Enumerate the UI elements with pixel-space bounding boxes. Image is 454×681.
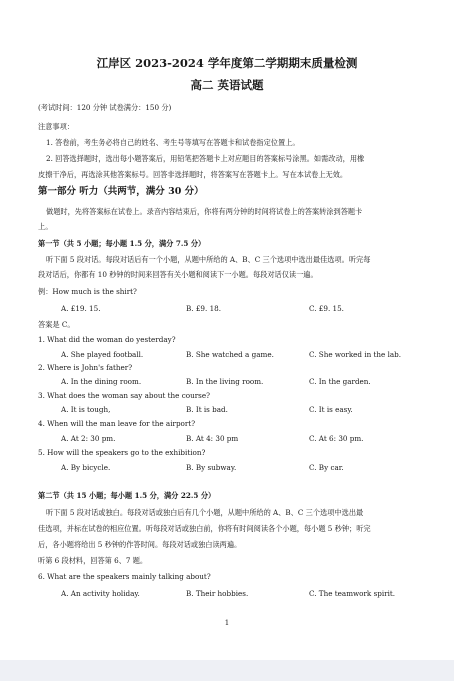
question-5: 5. How will the speakers go to the exhibition? — [38, 448, 206, 457]
question-2-option-b: B. In the living room. — [186, 377, 264, 386]
section2-intro-line-2: 佳选项，并标在试卷的相应位置。听每段对话或独白前，你将有时间阅读各个小题，每小题 5 秒钟；听完 — [38, 524, 371, 533]
question-6: 6. What are the speakers mainly talking about? — [38, 572, 211, 581]
question-1-option-c: C. She worked in the lab. — [309, 350, 402, 359]
question-3-option-a: A. It is tough, — [61, 405, 111, 414]
section2-heading: 第二节（共 15 小题；每小题 1.5 分，满分 22.5 分） — [38, 491, 216, 500]
question-6-option-b: B. Their hobbies. — [186, 589, 249, 598]
part1-heading: 第一部分 听力（共两节，满分 30 分） — [38, 186, 204, 197]
question-1-option-b: B. She watched a game. — [186, 350, 274, 359]
question-1: 1. What did the woman do yesterday? — [38, 335, 176, 344]
section2-intro-line-1: 听下面 5 段对话或独白。每段对话或独白后有几个小题，从题中所给的 A、B、C 三个选项中选出最 — [46, 508, 364, 517]
question-1-option-a: A. She played football. — [61, 350, 144, 359]
example-question: 例：How much is the shirt? — [38, 287, 137, 296]
question-4-option-a: A. At 2: 30 pm. — [61, 434, 116, 443]
question-3: 3. What does the woman say about the course? — [38, 391, 210, 400]
section1-heading: 第一节（共 5 小题；每小题 1.5 分，满分 7.5 分） — [38, 239, 206, 248]
exam-info: (考试时间：120 分钟 试卷满分：150 分) — [38, 103, 172, 112]
question-5-option-b: B. By subway. — [186, 463, 237, 472]
question-3-option-c: C. It is easy. — [309, 405, 353, 414]
question-4: 4. When will the man leave for the airport? — [38, 419, 196, 428]
question-3-option-b: B. It is bad. — [186, 405, 228, 414]
viewer-bottom-area — [0, 660, 454, 681]
exam-subtitle: 高二 英语试题 — [190, 78, 264, 92]
question-2: 2. Where is John's father? — [38, 363, 133, 372]
notes-item-1: 1. 答卷前，考生务必将自己的姓名、考生号等填写在答题卡和试卷指定位置上。 — [46, 138, 300, 147]
question-2-option-c: C. In the garden. — [309, 377, 371, 386]
section2-intro-line-3: 后，各小题将给出 5 秒钟的作答时间。每段对话或独白读两遍。 — [38, 540, 242, 549]
question-2-option-a: A. In the dining room. — [61, 377, 142, 386]
example-option-b: B. £9. 18. — [186, 304, 221, 313]
question-6-option-c: C. The teamwork spirit. — [309, 589, 396, 598]
section2-material: 听第 6 段材料，回答第 6、7 题。 — [38, 556, 148, 565]
section1-intro-line-1: 听下面 5 段对话。每段对话后有一个小题，从题中所给的 A、B、C 三个选项中选出最佳选项。听完每 — [46, 255, 371, 264]
part1-intro-line-1: 做题时，先将答案标在试卷上。录音内容结束后，你将有两分钟的时间将试卷上的答案转涂到答题卡 — [46, 207, 363, 216]
question-4-option-b: B. At 4: 30 pm — [186, 434, 239, 443]
question-5-option-c: C. By car. — [309, 463, 344, 472]
notes-item-2-line-1: 2. 回答选择题时，选出每小题答案后，用铅笔把答题卡上对应题目的答案标号涂黑。如需改动，用橡 — [46, 154, 365, 163]
question-5-option-a: A. By bicycle. — [61, 463, 111, 472]
example-answer: 答案是 C。 — [38, 320, 75, 329]
notes-heading: 注意事项： — [38, 122, 74, 131]
page-number: 1 — [224, 619, 230, 627]
question-4-option-c: C. At 6: 30 pm. — [309, 434, 364, 443]
example-option-c: C. £9. 15. — [309, 304, 344, 313]
question-6-option-a: A. An activity holiday. — [61, 589, 140, 598]
part1-intro-line-2: 上。 — [38, 222, 53, 231]
section1-intro-line-2: 段对话后，你都有 10 秒钟的时间来回答有关小题和阅读下一小题。每段对话仅读一遍。 — [38, 270, 318, 279]
exam-title: 江岸区 2023-2024 学年度第二学期期末质量检测 — [96, 56, 358, 70]
example-option-a: A. £19. 15. — [61, 304, 101, 313]
notes-item-2-line-2: 皮擦干净后，再选涂其他答案标号。回答非选择题时，将答案写在答题卡上。写在本试卷上无效。 — [38, 170, 348, 179]
